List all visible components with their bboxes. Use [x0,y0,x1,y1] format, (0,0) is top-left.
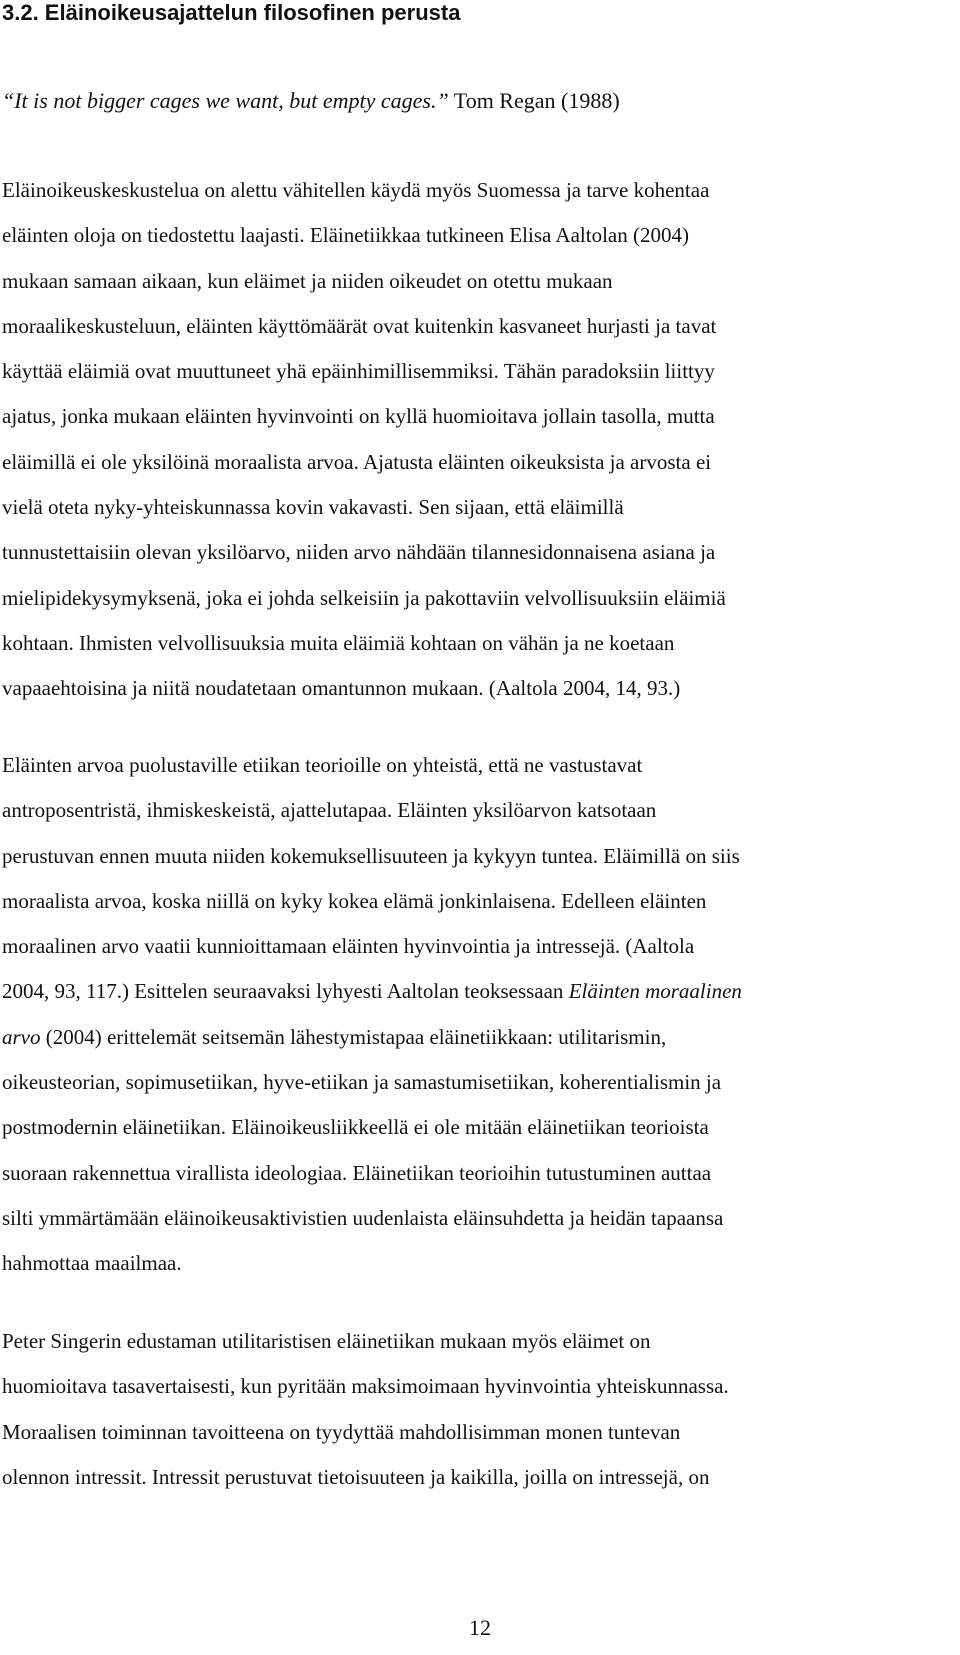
text-line: hahmottaa maailmaa. [2,1251,182,1276]
text-line: vapaaehtoisina ja niitä noudatetaan omantunnon mukaan. (Aaltola 2004, 14, 93.) [2,676,681,701]
text-line: eläimillä ei ole yksilöinä moraalista arvoa. Ajatusta eläinten oikeuksista ja arvosta ei [2,449,712,474]
text-line: kohtaan. Ihmisten velvollisuuksia muita eläimiä kohtaan on vähän ja ne koetaan [2,630,675,655]
text-segment: 2004, 93, 117.) Esittelen seuraavaksi lyhyesti Aaltolan teoksessaan [2,979,569,1004]
text-line: moraalinen arvo vaatii kunnioittamaan eläinten hyvinvointia ja intressejä. (Aaltola [2,934,695,959]
text-line [2,969,952,1014]
text-line: tunnustettaisiin olevan yksilöarvo, niiden arvo nähdään tilannesidonnaisena asiana ja [2,540,716,565]
text-line: suoraan rakennettua virallista ideologiaa. Eläinetiikan teorioihin tutustuminen auttaa [2,1160,712,1185]
text-line: ajatus, jonka mukaan eläinten hyvinvointi on kyllä huomioitava jollain tasolla, mutta [2,404,715,429]
page-number: 12 [469,1615,491,1640]
text-line: Peter Singerin edustaman utilitaristisen eläinetiikan mukaan myös eläimet on [2,1329,651,1353]
motto-quote-text: “It is not bigger cages we want, but empty cages.” [2,88,449,113]
section-heading: 3.2. Eläinoikeusajattelun filosofinen perusta [2,0,461,25]
text-line [2,1015,952,1060]
book-title: arvo [2,1024,41,1049]
text-line: eläinten oloja on tiedostettu laajasti. Eläinetiikkaa tutkineen Elisa Aaltolan (2004) [2,223,689,248]
text-segment: (2004) erittelemät seitsemän lähestymistapaa eläinetiikkaan: utilitarismin, [40,1024,667,1049]
text-line: mielipidekysymyksenä, joka ei johda selkeisiin ja pakottaviin velvollisuuksiin eläimiä [2,585,726,610]
text-line: moraalikeskusteluun, eläinten käyttömäärät ovat kuitenkin kasvaneet hurjasti ja tavat [2,313,717,338]
text-line: postmodernin eläinetiikan. Eläinoikeusliikkeellä ei ole mitään eläinetiikan teorioista [2,1115,709,1140]
text-line: huomioitava tasavertaisesti, kun pyritään maksimoimaan hyvinvointia yhteiskunnassa. [2,1374,729,1399]
text-line: mukaan samaan aikaan, kun eläimet ja niiden oikeudet on otettu mukaan [2,268,613,293]
text-line: Moraalisen toiminnan tavoitteena on tyydyttää mahdollisimman monen tuntevan [2,1419,681,1444]
paragraph-3 [2,1319,952,1500]
paragraph-2 [2,743,952,1287]
paragraph-1 [2,168,952,712]
text-line: vielä oteta nyky-yhteiskunnassa kovin vakavasti. Sen sijaan, että eläimillä [2,495,624,520]
text-line: käyttää eläimiä ovat muuttuneet yhä epäinhimillisemmiksi. Tähän paradoksiin liittyy [2,359,715,384]
book-title: Eläinten moraalinen [568,979,742,1004]
text-line: moraalista arvoa, koska niillä on kyky kokea elämä jonkinlaisena. Edelleen eläinten [2,888,707,913]
motto-quote [2,88,620,114]
text-line: Eläinoikeuskeskustelua on alettu vähitellen käydä myös Suomessa ja tarve kohentaa [2,178,710,202]
text-line: Eläinten arvoa puolustaville etiikan teorioille on yhteistä, että ne vastustavat [2,753,643,777]
text-line: oikeusteorian, sopimusetiikan, hyve-etiikan ja samastumisetiikan, koherentialismin ja [2,1070,722,1095]
text-line: olennon intressit. Intressit perustuvat tietoisuuteen ja kaikilla, joilla on intressejä, on [2,1464,710,1489]
text-line: silti ymmärtämään eläinoikeusaktivistien uudenlaista eläinsuhdetta ja heidän tapaansa [2,1205,724,1230]
text-line: antroposentristä, ihmiskeskeistä, ajattelutapaa. Eläinten yksilöarvon katsotaan [2,798,657,823]
motto-attribution: Tom Regan (1988) [448,88,620,113]
text-line: perustuvan ennen muuta niiden kokemuksellisuuteen ja kykyyn tuntea. Eläimillä on siis [2,843,740,868]
